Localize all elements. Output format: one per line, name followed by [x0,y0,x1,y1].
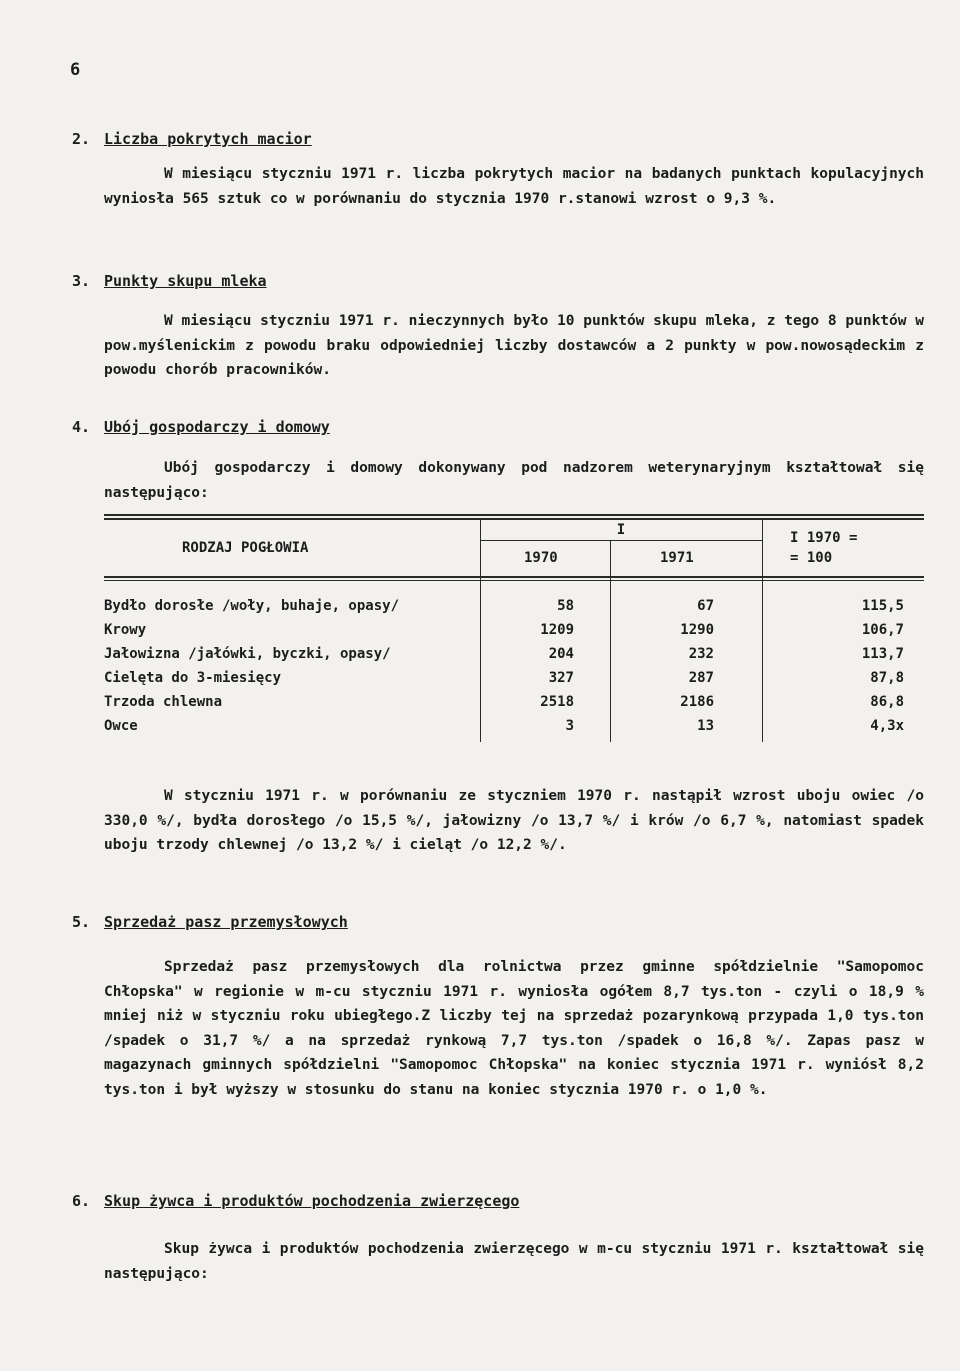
section-title: Liczba pokrytych macior [104,130,312,148]
table-commentary-paragraph: W styczniu 1971 r. w porównaniu ze styczniem 1970 r. nastąpił wzrost uboju owiec /o 330,0 %/, bydła dorosłego /o 15,5 %/, jałowizny /o 13,7 %/ i krów /o 6,7 %, natomiast spadek uboju trzody chlewnej /o 13,2 %/ i cieląt /o 12,2 %/. [104,788,924,853]
section-5-paragraph: Sprzedaż pasz przemysłowych dla rolnictwa przez gminne spółdzielnie "Samopomoc Chłopska" w regionie w m-cu styczniu 1971 r. wyniosła ogółem 8,7 tys.ton - czyli o 18,9 % mniej niż w styczniu roku ubiegłego.Z liczby tej na sprzedaż pozarynkową przypada 1,0 tys.ton /spadek o 31,7 %/ a na sprzedaż rynkową 7,7 tys.ton /spadek o 16,8 %/. Zapas pasz w magazynach gminnych spółdzielni "Samopomoc Chłopska" na koniec stycznia 1971 r. wyniósł 8,2 tys.ton i był wyższy w stosunku do stanu na koniec stycznia 1970 r. o 1,0 %. [104,959,924,1098]
month-header-rule [480,540,762,541]
table-cell-1970: 58 [557,598,574,614]
section-title: Ubój gospodarczy i domowy [104,418,330,436]
table-col-divider [610,540,611,742]
section-6-paragraph: Skup żywca i produktów pochodzenia zwierzęcego w m-cu styczniu 1971 r. kształtował się następująco: [104,1241,924,1282]
table-cell-index: 4,3x [870,718,904,734]
table-row-label: Trzoda chlewna [104,694,223,710]
header-1970: 1970 [524,550,558,566]
table-col-divider [762,518,763,742]
section-2-heading [72,130,312,148]
table-row-label: Krowy [104,622,147,638]
section-2-paragraph: W miesiącu styczniu 1971 r. liczba pokrytych macior na badanych punktach kopulacyjnych wyniosła 565 sztuk co w porównaniu do stycznia 1970 r.stanowi wzrost o 9,3 %. [104,166,924,207]
table-row-label: Bydło dorosłe /woły, buhaje, opasy/ [104,598,400,614]
section-3-paragraph: W miesiącu styczniu 1971 r. nieczynnych było 10 punktów skupu mleka, z tego 8 punktów w pow.myślenickim z powodu braku odpowiedniej liczby dostawców a 2 punkty w pow.nowosądeckim z powodu chorób pracowników. [104,313,924,378]
table-cell-index: 86,8 [870,694,904,710]
table-cell-1970: 204 [548,646,574,662]
table-row-label: Owce [104,718,138,734]
table-row-label: Cielęta do 3-miesięcy [104,670,282,686]
page-number: 6 [70,60,81,80]
table-cell-1970: 327 [548,670,574,686]
table-cell-1971: 13 [697,718,714,734]
header-index-2: = 100 [790,550,833,566]
header-month: I [616,522,626,538]
section-4-heading [72,418,330,436]
table-cell-index: 87,8 [870,670,904,686]
table-row-label: Jałowizna /jałówki, byczki, opasy/ [104,646,391,662]
section-number: 4. [72,418,91,436]
header-index-1: I 1970 = [790,530,858,546]
table-top-rule-2 [104,518,924,520]
header-kind: RODZAJ POGŁOWIA [182,540,309,556]
section-6-heading [72,1192,519,1210]
table-cell-index: 115,5 [861,598,904,614]
section-title: Punkty skupu mleka [104,272,267,290]
section-number: 6. [72,1192,91,1210]
section-3-heading [72,272,267,290]
slaughter-table [104,512,924,742]
table-cell-1970: 3 [565,718,574,734]
header-1971: 1971 [660,550,694,566]
section-number: 5. [72,913,91,931]
table-header-rule-2 [104,580,924,581]
section-title: Sprzedaż pasz przemysłowych [104,913,348,931]
table-header-rule [104,576,924,578]
section-5-heading [72,913,348,931]
table-col-divider [480,518,481,742]
table-cell-index: 106,7 [861,622,904,638]
table-cell-1971: 287 [688,670,714,686]
section-title: Skup żywca i produktów pochodzenia zwierzęcego [104,1192,520,1210]
table-cell-1971: 232 [688,646,714,662]
table-cell-1971: 67 [697,598,714,614]
table-cell-1971: 1290 [680,622,714,638]
table-cell-index: 113,7 [861,646,904,662]
section-4-paragraph: Ubój gospodarczy i domowy dokonywany pod nadzorem weterynaryjnym kształtował się następująco: [104,460,924,501]
table-cell-1970: 1209 [540,622,574,638]
table-cell-1971: 2186 [680,694,714,710]
section-number: 3. [72,272,91,290]
table-top-rule [104,514,924,516]
table-cell-1970: 2518 [540,694,574,710]
section-number: 2. [72,130,91,148]
